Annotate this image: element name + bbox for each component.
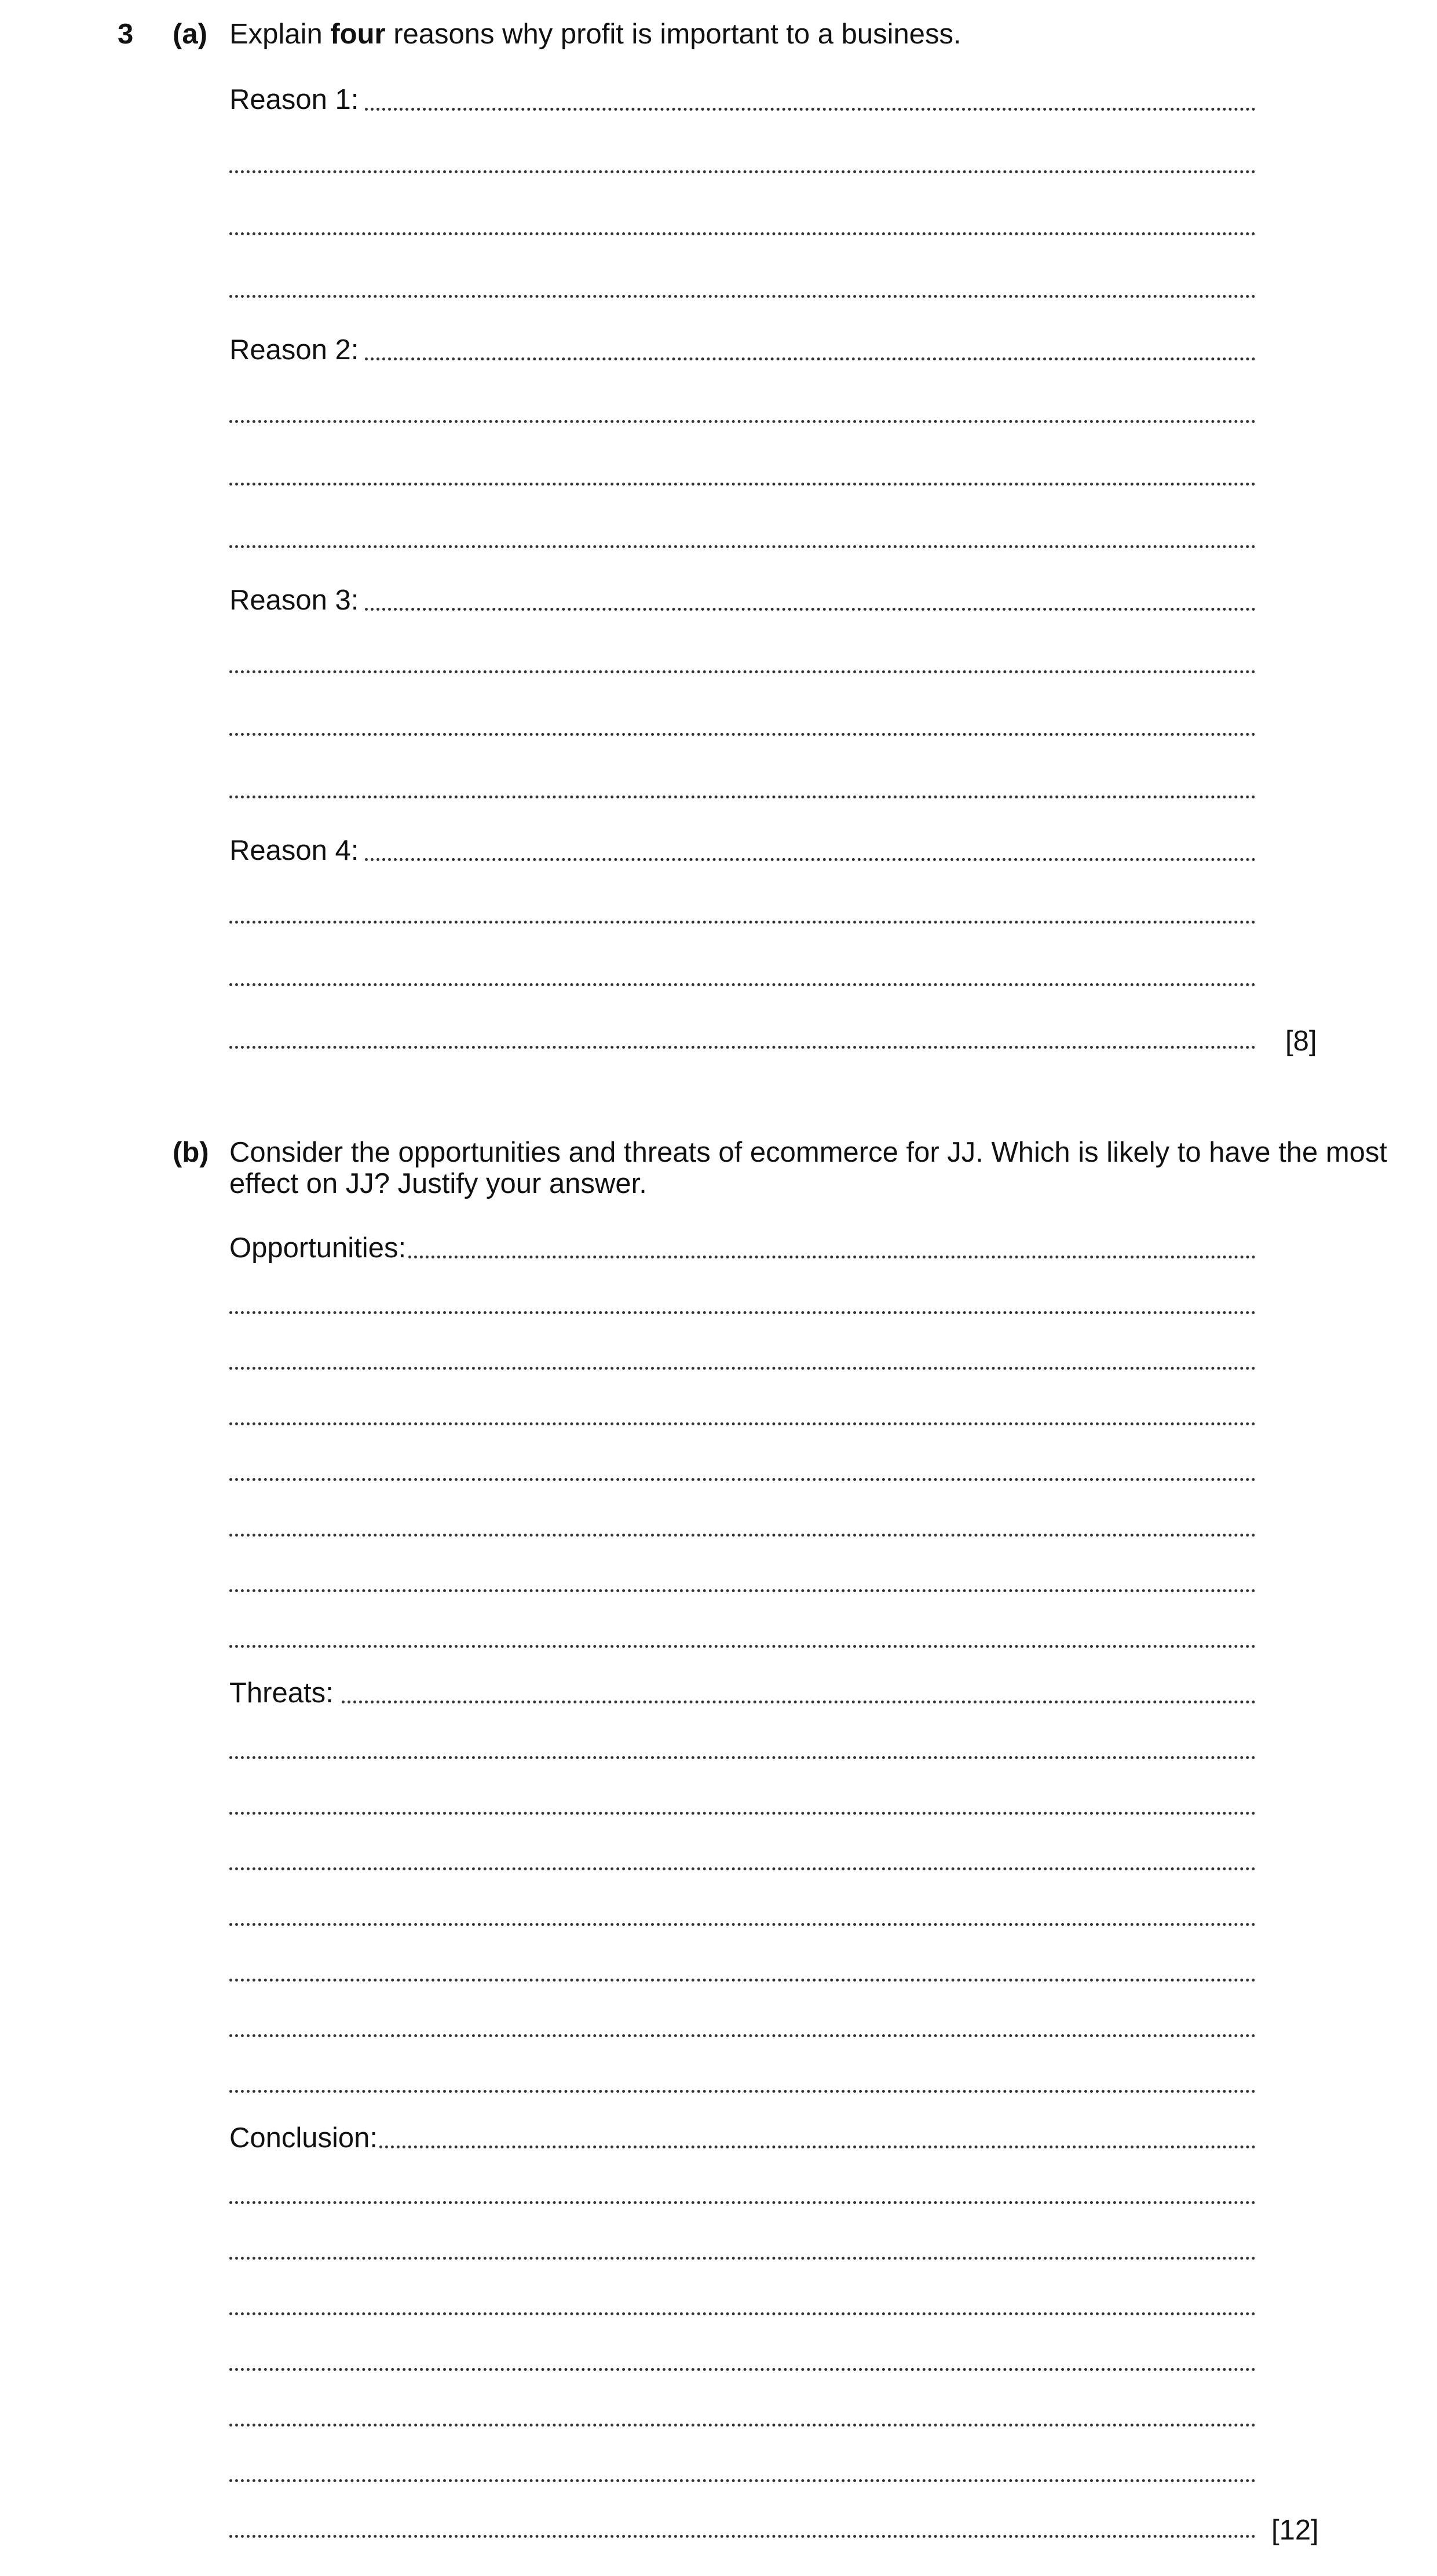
part-a-label: (a)	[173, 19, 207, 50]
opportunities-label: Opportunities:	[229, 1232, 407, 1264]
reason-3-label: Reason 3:	[229, 585, 359, 616]
part-b-prompt-line-1: Consider the opportunities and threats of ecommerce for JJ. Which is likely to have the most	[229, 1137, 1388, 1168]
answer-line[interactable]	[229, 983, 1256, 986]
answer-line[interactable]	[229, 1422, 1256, 1425]
answer-line[interactable]	[229, 1645, 1256, 1648]
answer-line[interactable]	[229, 796, 1256, 798]
answer-line[interactable]	[229, 2535, 1256, 2538]
answer-line[interactable]	[229, 1979, 1256, 1982]
answer-line[interactable]	[229, 2424, 1256, 2427]
conclusion-label: Conclusion:	[229, 2122, 378, 2154]
answer-line[interactable]	[229, 545, 1256, 548]
answer-line[interactable]	[229, 2201, 1256, 2204]
answer-line[interactable]	[229, 2034, 1256, 2037]
answer-line[interactable]	[229, 1923, 1256, 1926]
answer-line[interactable]	[229, 2368, 1256, 2371]
answer-line[interactable]	[229, 295, 1256, 298]
answer-line[interactable]	[229, 1311, 1256, 1314]
part-b-marks: [12]	[1271, 2515, 1319, 2546]
answer-line[interactable]	[229, 1046, 1256, 1049]
reason-4-label: Reason 4:	[229, 835, 359, 866]
answer-line[interactable]	[229, 921, 1256, 924]
answer-line[interactable]	[229, 1756, 1256, 1759]
answer-line[interactable]	[229, 1812, 1256, 1815]
answer-line[interactable]	[229, 733, 1256, 736]
answer-line[interactable]	[229, 2257, 1256, 2260]
part-b-prompt-line-2: effect on JJ? Justify your answer.	[229, 1168, 647, 1199]
answer-line[interactable]	[365, 608, 1256, 611]
threats-label: Threats:	[229, 1677, 334, 1709]
answer-line[interactable]	[342, 1701, 1256, 1703]
reason-2-label: Reason 2:	[229, 334, 359, 366]
answer-line[interactable]	[365, 357, 1256, 360]
answer-line[interactable]	[229, 670, 1256, 673]
answer-line[interactable]	[229, 1534, 1256, 1537]
answer-line[interactable]	[229, 170, 1256, 173]
answer-line[interactable]	[229, 232, 1256, 235]
reason-1-label: Reason 1:	[229, 84, 359, 115]
question-number: 3	[118, 19, 134, 50]
answer-line[interactable]	[229, 2312, 1256, 2315]
part-b-label: (b)	[173, 1137, 209, 1168]
answer-line[interactable]	[229, 1367, 1256, 1370]
answer-line[interactable]	[365, 858, 1256, 861]
answer-line[interactable]	[408, 1256, 1256, 1258]
answer-line[interactable]	[229, 420, 1256, 423]
answer-line[interactable]	[229, 1867, 1256, 1870]
part-a-prompt: Explain four reasons why profit is important to a business.	[229, 19, 961, 50]
answer-line[interactable]	[229, 1478, 1256, 1481]
part-a-marks: [8]	[1285, 1026, 1317, 1057]
answer-line[interactable]	[229, 1589, 1256, 1592]
answer-line[interactable]	[379, 2146, 1256, 2148]
answer-line[interactable]	[229, 2090, 1256, 2093]
answer-line[interactable]	[229, 483, 1256, 486]
answer-line[interactable]	[229, 2479, 1256, 2482]
answer-line[interactable]	[365, 108, 1256, 111]
